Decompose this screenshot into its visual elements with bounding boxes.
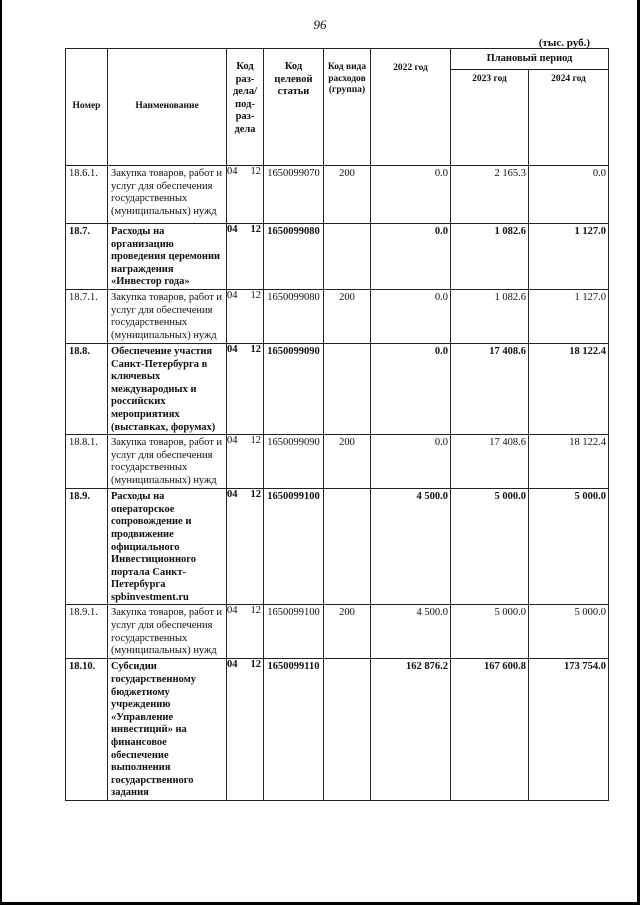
subsection-code: 12 [250, 289, 261, 301]
table-row [66, 489, 609, 605]
table-row [66, 605, 609, 659]
header-section: Код раз- дела/ под- раз- дела [227, 49, 264, 166]
row-value-2023: 17 408.6 [451, 343, 529, 434]
row-value-2022: 4 500.0 [371, 605, 451, 659]
header-article: Код целевой статьи [264, 49, 324, 166]
header-number: Номер [66, 49, 108, 166]
row-value-2022: 0.0 [371, 289, 451, 343]
row-name: Обеспечение участия Санкт-Петербурга в ключевых международных и российских мероприятиях (выставках, форумах) [108, 343, 227, 434]
row-expense-type: 200 [324, 605, 371, 659]
row-number: 18.8.1. [66, 435, 108, 489]
row-value-2023: 5 000.0 [451, 489, 529, 605]
header-2022: 2022 год [371, 49, 451, 166]
row-name: Расходы на организацию проведения церемонии награждения «Инвестор года» [108, 224, 227, 290]
row-expense-type [324, 489, 371, 605]
row-value-2022: 0.0 [371, 435, 451, 489]
row-number: 18.8. [66, 343, 108, 434]
section-code: 04 [227, 289, 238, 301]
row-number: 18.7. [66, 224, 108, 290]
row-section-code [227, 343, 264, 434]
row-article-code: 1650099090 [264, 343, 324, 434]
table-row [66, 224, 609, 290]
subsection-code: 12 [250, 605, 261, 617]
row-expense-type: 200 [324, 166, 371, 224]
row-section-code [227, 659, 264, 801]
table-row [66, 289, 609, 343]
section-code: 04 [227, 605, 238, 617]
row-section-code [227, 224, 264, 290]
header-expense-type: Код вида расходов (группа) [324, 49, 371, 166]
row-expense-type [324, 659, 371, 801]
row-value-2024: 18 122.4 [529, 435, 609, 489]
row-article-code: 1650099080 [264, 224, 324, 290]
row-value-2024: 5 000.0 [529, 605, 609, 659]
row-value-2023: 5 000.0 [451, 605, 529, 659]
subsection-code: 12 [250, 343, 261, 355]
row-section-code [227, 435, 264, 489]
page-border-left [0, 0, 2, 905]
row-value-2023: 17 408.6 [451, 435, 529, 489]
row-name: Закупка товаров, работ и услуг для обеспечения государственных (муниципальных) нужд [108, 166, 227, 224]
page-number: 96 [313, 17, 327, 32]
section-code: 04 [227, 659, 238, 671]
row-number: 18.9.1. [66, 605, 108, 659]
row-name: Закупка товаров, работ и услуг для обеспечения государственных (муниципальных) нужд [108, 435, 227, 489]
table-row [66, 166, 609, 224]
subsection-code: 12 [250, 659, 261, 671]
row-value-2023: 2 165.3 [451, 166, 529, 224]
table-row [66, 435, 609, 489]
row-value-2023: 1 082.6 [451, 289, 529, 343]
row-number: 18.9. [66, 489, 108, 605]
header-name: Наименование [108, 49, 227, 166]
row-article-code: 1650099100 [264, 605, 324, 659]
header-planned-period: Плановый период [451, 49, 609, 70]
row-value-2024: 18 122.4 [529, 343, 609, 434]
row-article-code: 1650099090 [264, 435, 324, 489]
row-section-code [227, 489, 264, 605]
budget-table [65, 48, 609, 801]
row-expense-type: 200 [324, 289, 371, 343]
row-name: Расходы на операторское сопровождение и продвижение официального Инвестиционного портала Санкт-Петербурга spbinvestment.ru [108, 489, 227, 605]
section-code: 04 [227, 343, 238, 355]
table-row [66, 343, 609, 434]
row-article-code: 1650099070 [264, 166, 324, 224]
row-name: Закупка товаров, работ и услуг для обеспечения государственных (муниципальных) нужд [108, 605, 227, 659]
subsection-code: 12 [250, 166, 261, 177]
section-code: 04 [227, 224, 238, 235]
section-code: 04 [227, 166, 238, 177]
subsection-code: 12 [250, 435, 261, 447]
row-value-2024: 173 754.0 [529, 659, 609, 801]
row-value-2022: 0.0 [371, 166, 451, 224]
row-value-2023: 1 082.6 [451, 224, 529, 290]
row-value-2022: 4 500.0 [371, 489, 451, 605]
row-value-2024: 0.0 [529, 166, 609, 224]
row-value-2022: 162 876.2 [371, 659, 451, 801]
row-expense-type: 200 [324, 435, 371, 489]
row-section-code [227, 166, 264, 224]
section-code: 04 [227, 489, 238, 501]
row-article-code: 1650099100 [264, 489, 324, 605]
row-value-2024: 5 000.0 [529, 489, 609, 605]
units-label: (тыс. руб.) [538, 37, 590, 49]
row-expense-type [324, 224, 371, 290]
header-2023: 2023 год [451, 70, 529, 166]
row-name: Субсидии государственному бюджетному учреждению «Управление инвестиций» на финансовое обеспечение выполнения государственного задания [108, 659, 227, 801]
row-value-2022: 0.0 [371, 343, 451, 434]
row-name: Закупка товаров, работ и услуг для обеспечения государственных (муниципальных) нужд [108, 289, 227, 343]
row-number: 18.7.1. [66, 289, 108, 343]
row-section-code [227, 605, 264, 659]
row-value-2022: 0.0 [371, 224, 451, 290]
subsection-code: 12 [250, 224, 261, 235]
row-section-code [227, 289, 264, 343]
row-value-2024: 1 127.0 [529, 289, 609, 343]
row-expense-type [324, 343, 371, 434]
subsection-code: 12 [250, 489, 261, 501]
row-number: 18.6.1. [66, 166, 108, 224]
row-article-code: 1650099080 [264, 289, 324, 343]
row-value-2024: 1 127.0 [529, 224, 609, 290]
section-code: 04 [227, 435, 238, 447]
row-number: 18.10. [66, 659, 108, 801]
row-value-2023: 167 600.8 [451, 659, 529, 801]
header-2024: 2024 год [529, 70, 609, 166]
row-article-code: 1650099110 [264, 659, 324, 801]
table-row [66, 659, 609, 801]
